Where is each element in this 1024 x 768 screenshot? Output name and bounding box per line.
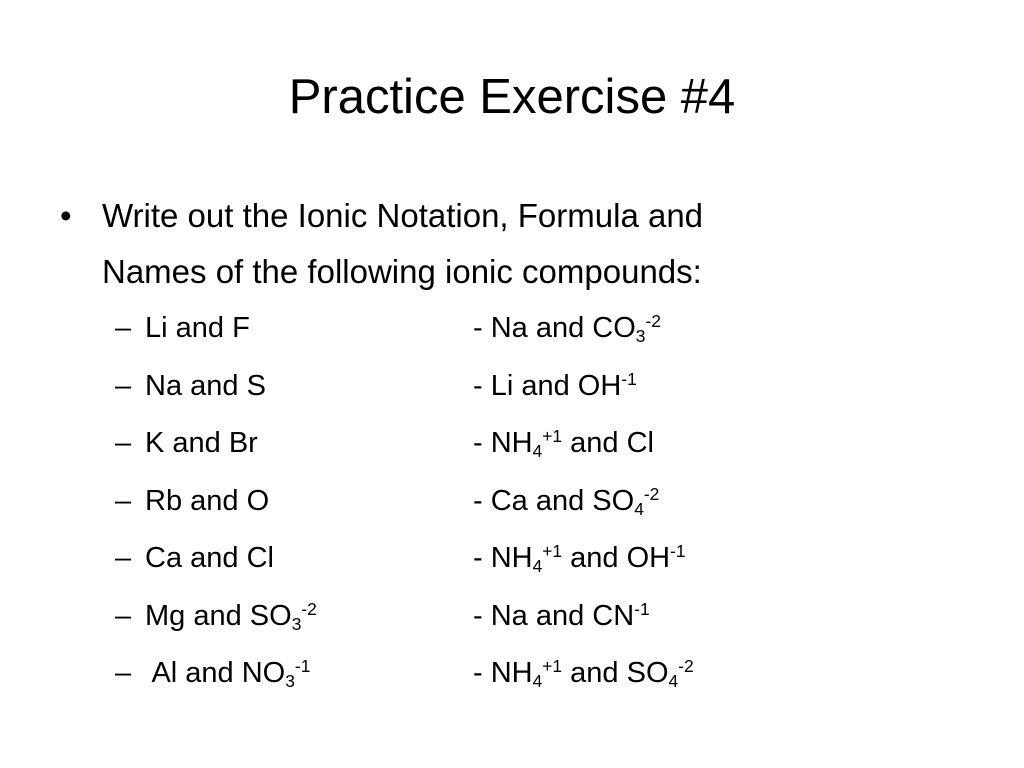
- compound-right: - $NH_4^{+1}$ and Cl: [473, 426, 654, 462]
- list-item: [115, 588, 975, 646]
- dash-icon: –: [115, 657, 132, 689]
- bullet-text: [102, 188, 922, 300]
- dash-icon: –: [115, 369, 132, 402]
- bullet-line-1: Write out the Ionic Notation, Formula and: [102, 197, 704, 234]
- compound-right: - $NH_4^{+1}$ and $SO_4^{-2}$: [473, 656, 694, 692]
- slide-title: Practice Exercise #4: [288, 70, 736, 124]
- compound-left: Al and $NO_3^{-1}$: [145, 656, 311, 692]
- bullet-line-2: Names of the following ionic compounds:: [102, 253, 702, 290]
- compound-right: - Na and $CN^{-1}$: [473, 598, 650, 632]
- list-item: [115, 415, 975, 473]
- dash-icon: –: [115, 542, 132, 574]
- compound-list: [115, 300, 975, 703]
- compound-left: K and Br: [145, 427, 258, 459]
- compound-left: Na and S: [145, 369, 266, 402]
- compound-right: - Na and $CO_3^{-2}$: [473, 311, 661, 347]
- dash-icon: –: [115, 312, 132, 344]
- list-item: [115, 473, 975, 531]
- dash-icon: –: [115, 484, 132, 517]
- compound-right: - $NH_4^{+1}$ and $OH^{-1}$: [473, 541, 686, 577]
- dash-icon: –: [115, 427, 132, 459]
- compound-right: - Ca and $SO_4^{-2}$: [473, 483, 660, 519]
- list-item: [115, 645, 975, 703]
- compound-left: Rb and O: [145, 484, 270, 517]
- list-item: [115, 530, 975, 588]
- compound-left: Li and F: [145, 312, 250, 344]
- compound-left: Ca and Cl: [145, 542, 274, 574]
- dash-icon: –: [115, 599, 132, 632]
- compound-left: Mg and $SO_3^{-2}$: [145, 598, 317, 634]
- list-item: [115, 358, 975, 416]
- bullet-icon: •: [60, 197, 72, 234]
- compound-right: - Li and $OH^{-1}$: [473, 368, 637, 402]
- list-item: [115, 300, 975, 358]
